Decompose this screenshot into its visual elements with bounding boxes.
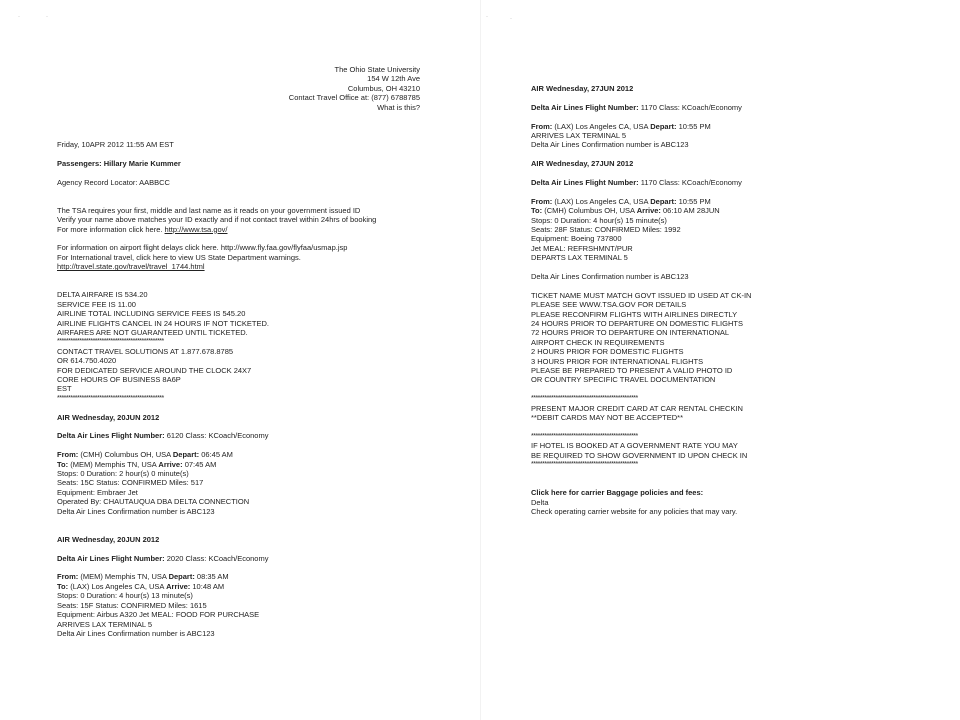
credit-line: PRESENT MAJOR CREDIT CARD AT CAR RENTAL CHECKIN (531, 403, 743, 413)
scan-speck: · (46, 14, 48, 20)
passengers-label: Passengers: (57, 158, 102, 168)
agency-header (289, 65, 420, 112)
record-locator: Agency Record Locator: AABBCC (57, 177, 170, 187)
flight-number-line (57, 431, 376, 440)
from-line (531, 122, 751, 131)
tsa-line: Verify your name above matches your ID exactly and if not contact travel within 24hrs of booking (57, 215, 377, 225)
notice-line: 24 HOURS PRIOR TO DEPARTURE ON DOMESTIC FLIGHTS (531, 319, 743, 329)
contact-line: CONTACT TRAVEL SOLUTIONS AT 1.877.678.8785 (57, 346, 234, 356)
header-line: The Ohio State University (334, 65, 420, 74)
airline-label: Delta Air Lines Flight Number: (57, 553, 165, 563)
scan-speck: · (18, 14, 20, 20)
notice-line: 72 HOURS PRIOR TO DEPARTURE ON INTERNATIONAL (531, 328, 730, 338)
from-line (531, 197, 751, 206)
flight-info: 2020 Class: KCoach/Economy (166, 553, 269, 563)
passengers-value: Hillary Marie Kummer (103, 158, 181, 168)
to-line (57, 460, 376, 469)
confirmation-line: Delta Air Lines Confirmation number is ABC123 (57, 628, 215, 638)
flight-date: AIR Wednesday, 27JUN 2012 (531, 159, 634, 169)
depart-value: 10:55 PM (678, 121, 711, 131)
arrives-line: ARRIVES LAX TERMINAL 5 (57, 619, 153, 629)
right-page (531, 84, 751, 517)
from-line (57, 572, 376, 581)
from-value: (LAX) Los Angeles CA, USA (554, 196, 649, 206)
tsa-info-line (57, 225, 376, 234)
from-value: (MEM) Memphis TN, USA (80, 572, 167, 582)
flight-date: AIR Wednesday, 20JUN 2012 (57, 534, 160, 544)
notice-line: PLEASE BE PREPARED TO PRESENT A VALID PHOTO ID (531, 366, 733, 376)
header-line: 154 W 12th Ave (367, 74, 420, 84)
star-divider: ************************************************ (57, 338, 164, 346)
airline-label: Delta Air Lines Flight Number: (531, 178, 639, 187)
star-divider: ************************************************ (531, 432, 638, 440)
baggage-link[interactable]: Click here for carrier Baggage policies and fees: (531, 488, 704, 498)
operated-line: Operated By: CHAUTAUQUA DBA DELTA CONNECTION (57, 497, 250, 507)
arrive-label: Arrive: (166, 581, 191, 591)
depart-value: 10:55 PM (678, 196, 711, 206)
flight-date: AIR Wednesday, 20JUN 2012 (57, 412, 160, 422)
depart-label: Depart: (172, 450, 200, 460)
notice-line: 2 HOURS PRIOR FOR DOMESTIC FLIGHTS (531, 347, 684, 357)
hotel-line: IF HOTEL IS BOOKED AT A GOVERNMENT RATE YOU MAY (531, 441, 738, 451)
confirmation-line: Delta Air Lines Confirmation number is ABC123 (531, 272, 689, 282)
arrive-value: 06:10 AM 28JUN (663, 206, 720, 216)
notice-line: 3 HOURS PRIOR FOR INTERNATIONAL FLIGHTS (531, 356, 704, 366)
header-line: Contact Travel Office at: (877) 6788785 (288, 93, 420, 103)
hotel-line: BE REQUIRED TO SHOW GOVERNMENT ID UPON CHECK IN (531, 450, 748, 460)
departs-line: DEPARTS LAX TERMINAL 5 (531, 253, 628, 263)
fare-line: DELTA AIRFARE IS 534.20 (57, 290, 148, 300)
to-line (57, 582, 376, 591)
page-divider (480, 0, 481, 720)
depart-label: Depart: (650, 121, 677, 131)
star-divider: ************************************************ (57, 394, 164, 402)
stops-line: Stops: 0 Duration: 4 hour(s) 15 minute(s) (531, 215, 667, 225)
scan-speck: · (510, 16, 512, 22)
equipment-line: Equipment: Airbus A320 Jet MEAL: FOOD FOR PURCHASE (57, 610, 260, 620)
to-value: (CMH) Columbus OH, USA (544, 206, 635, 216)
depart-value: 06:45 AM (201, 450, 233, 460)
stops-line: Stops: 0 Duration: 4 hour(s) 13 minute(s) (57, 591, 193, 601)
fare-line: AIRLINE FLIGHTS CANCEL IN 24 HOURS IF NOT TICKETED. (57, 318, 269, 328)
to-value: (MEM) Memphis TN, USA (70, 459, 157, 469)
flight-date: AIR Wednesday, 27JUN 2012 (531, 84, 634, 93)
baggage-note: Check operating carrier website for any policies that may vary. (531, 507, 738, 517)
header-line: Columbus, OH 43210 (347, 83, 420, 93)
depart-label: Depart: (168, 572, 195, 582)
contact-line: EST (57, 384, 72, 394)
tsa-info-text: For more information click here. (57, 224, 163, 234)
date-line: Friday, 10APR 2012 11:55 AM EST (57, 140, 174, 149)
flight-number-line (531, 103, 751, 112)
passengers-line (57, 159, 376, 168)
confirmation-line: Delta Air Lines Confirmation number is ABC123 (57, 506, 215, 516)
from-value: (CMH) Columbus OH, USA (80, 450, 171, 460)
to-value: (LAX) Los Angeles CA, USA (70, 581, 165, 591)
arrive-label: Arrive: (636, 206, 661, 216)
contact-line: CORE HOURS OF BUSINESS 8A6P (57, 375, 181, 385)
seats-line: Seats: 15C Status: CONFIRMED Miles: 517 (57, 478, 204, 488)
from-line (57, 450, 376, 459)
meal-line: Jet MEAL: REFRSHMNT/PUR (531, 243, 633, 253)
seats-line: Seats: 28F Status: CONFIRMED Miles: 1992 (531, 225, 681, 235)
fare-line: AIRLINE TOTAL INCLUDING SERVICE FEES IS 545.20 (57, 309, 246, 319)
contact-line: OR 614.750.4020 (57, 356, 117, 366)
to-label: To: (57, 581, 69, 591)
scan-speck: · (486, 14, 488, 20)
from-value: (LAX) Los Angeles CA, USA (554, 121, 649, 131)
flight-info: 6120 Class: KCoach/Economy (166, 431, 269, 441)
depart-label: Depart: (650, 196, 677, 206)
faa-line: For International travel, click here to view US State Department warnings. (57, 252, 301, 262)
equipment-line: Equipment: Embraer Jet (57, 487, 138, 497)
fare-line: SERVICE FEE IS 11.00 (57, 299, 136, 309)
to-line (531, 206, 751, 215)
what-is-this-link[interactable]: What is this? (377, 102, 420, 112)
flight-number-line (57, 554, 376, 563)
left-page (57, 140, 376, 638)
notice-line: TICKET NAME MUST MATCH GOVT ISSUED ID USED AT CK-IN (531, 290, 752, 300)
flight-number-line (531, 178, 751, 187)
baggage-carrier: Delta (531, 497, 549, 507)
flight-info: 1170 Class: KCoach/Economy (640, 102, 742, 112)
credit-line: **DEBIT CARDS MAY NOT BE ACCEPTED** (531, 413, 683, 423)
notice-line: PLEASE SEE WWW.TSA.GOV FOR DETAILS (531, 300, 687, 310)
notice-line: OR COUNTRY SPECIFIC TRAVEL DOCUMENTATION (531, 375, 716, 385)
equipment-line: Equipment: Boeing 737800 (531, 234, 622, 244)
star-divider: ************************************************ (531, 395, 638, 403)
stops-line: Stops: 0 Duration: 2 hour(s) 0 minute(s) (57, 469, 189, 479)
fare-line: AIRFARES ARE NOT GUARANTEED UNTIL TICKETED. (57, 328, 248, 338)
seats-line: Seats: 15F Status: CONFIRMED Miles: 1615 (57, 600, 207, 610)
depart-value: 08:35 AM (196, 572, 229, 582)
state-dept-link[interactable]: http://travel.state.gov/travel/travel_1744.html (57, 262, 205, 272)
arrives-line: ARRIVES LAX TERMINAL 5 (531, 131, 627, 140)
star-divider: ************************************************ (531, 461, 638, 469)
from-label: From: (57, 450, 79, 460)
airline-label: Delta Air Lines Flight Number: (531, 102, 639, 112)
to-label: To: (531, 206, 543, 216)
notice-line: PLEASE RECONFIRM FLIGHTS WITH AIRLINES DIRECTLY (531, 309, 738, 319)
from-label: From: (531, 196, 553, 206)
notice-line: AIRPORT CHECK IN REQUIREMENTS (531, 337, 665, 347)
faa-line: For information on airport flight delays click here. http://www.fly.faa.gov/flyfaa/usmap.jsp (57, 243, 348, 253)
from-label: From: (57, 572, 79, 582)
from-label: From: (531, 121, 553, 131)
to-label: To: (57, 459, 69, 469)
arrive-value: 10:48 AM (192, 581, 225, 591)
arrive-label: Arrive: (158, 459, 183, 469)
flight-info: 1170 Class: KCoach/Economy (640, 178, 742, 187)
tsa-line: The TSA requires your first, middle and last name as it reads on your government issued ID (57, 205, 361, 215)
contact-line: FOR DEDICATED SERVICE AROUND THE CLOCK 24X7 (57, 365, 252, 375)
confirmation-line: Delta Air Lines Confirmation number is ABC123 (531, 140, 689, 150)
airline-label: Delta Air Lines Flight Number: (57, 431, 165, 441)
arrive-value: 07:45 AM (184, 459, 217, 469)
tsa-link[interactable]: http://www.tsa.gov/ (164, 224, 228, 234)
